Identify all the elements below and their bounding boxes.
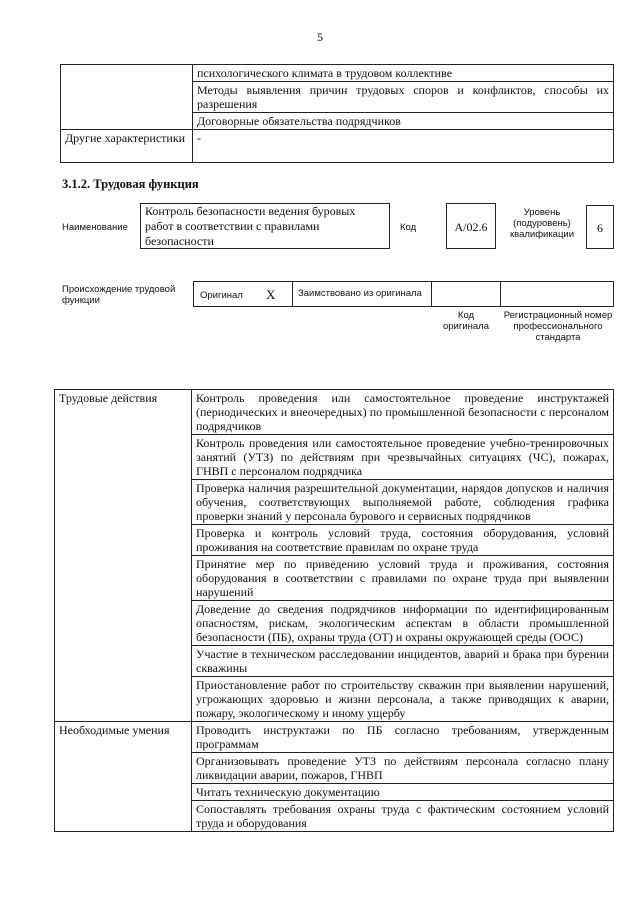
origin-label: Происхождение трудовой функции [62,284,176,306]
original-mark: X [266,287,276,302]
table-row [61,130,614,163]
code-original-caption: Код оригинала [442,310,489,332]
list-item: Проверка наличия разрешительной документации, нарядов допусков и наличия обучения, соответствующих выполняемой работе, соблюдения графика проверки знаний у персонала бурового и сервисных подрядчиков [192,480,614,525]
level-label: Уровень (подуровень) квалификации [509,207,575,240]
group-label-skills: Необходимые умения [55,722,192,832]
labor-function-table [54,389,614,832]
function-name: Контроль безопасности ведения буровых работ в соответствии с правилами безопасности [140,203,390,249]
cell-text: психологического климата в трудовом коллективе [193,65,614,82]
original-label: Оригинал [200,290,243,301]
cell-text: Методы выявления причин трудовых споров и конфликтов, способы их разрешения [193,82,614,113]
original-cell [193,281,293,307]
list-item: Организовывать проведение УТЗ по действиям персонала согласно плану ликвидации аварии, пожаров, ГНВП [192,753,614,784]
borrowed-cell [292,281,432,307]
level-value: 6 [586,205,614,249]
function-code: А/02.6 [446,203,496,249]
row-label: Другие характеристики [61,130,193,163]
name-label: Наименование [62,222,128,233]
list-item: Контроль проведения или самостоятельное проведение инструктажей (периодических и внеочередных) по промышленной безопасности с персоналом подрядчиков [192,390,614,435]
table-row [55,390,614,435]
code-original-box [431,281,501,307]
row-label [61,65,193,130]
borrowed-label: Заимствовано из оригинала [298,288,422,299]
cell-text: Договорные обязательства подрядчиков [193,113,614,130]
list-item: Приостановление работ по строительству скважин при выявлении нарушений, угрожающих здоровью и жизни персонала, а также приводящих к аварии, пожару, экологическому и иному ущербу [192,677,614,722]
section-title: 3.1.2. Трудовая функция [62,177,199,191]
list-item: Контроль проведения или самостоятельное проведение учебно-тренировочных занятий (УТЗ) по действиям при чрезвычайных ситуациях (ЧС), пожарах, ГНВП с персоналом подрядчика [192,435,614,480]
reg-number-box [500,281,614,307]
list-item: Проверка и контроль условий труда, состояния оборудования, условий проживания на соответствие правилам по охране труда [192,525,614,556]
page-number: 5 [317,30,323,44]
list-item: Участие в техническом расследовании инцидентов, аварий и брака при бурении скважины [192,646,614,677]
table-row [61,65,614,82]
list-item: Читать техническую документацию [192,784,614,801]
table-row [55,722,614,753]
list-item: Принятие мер по приведению условий труда и проживания, состояния оборудования в соответствии с правилами по охране труда при выявлении нарушений [192,556,614,601]
list-item: Проводить инструктажи по ПБ согласно требованиям, утвержденным программам [192,722,614,753]
cell-text: - [193,130,614,163]
list-item: Доведение до сведения подрядчиков информации по идентифицированным опасностям, рискам, экологическим аспектам в области промышленной безопасности (ПБ), охраны труда (ОТ) и охраны окружающей среды (ООС) [192,601,614,646]
continuation-table [60,64,614,163]
list-item: Сопоставлять требования охраны труда с фактическим состоянием условий труда и оборудования [192,801,614,832]
code-label: Код [400,222,417,233]
group-label-actions: Трудовые действия [55,390,192,722]
reg-number-caption: Регистрационный номер профессионального стандарта [503,310,613,343]
